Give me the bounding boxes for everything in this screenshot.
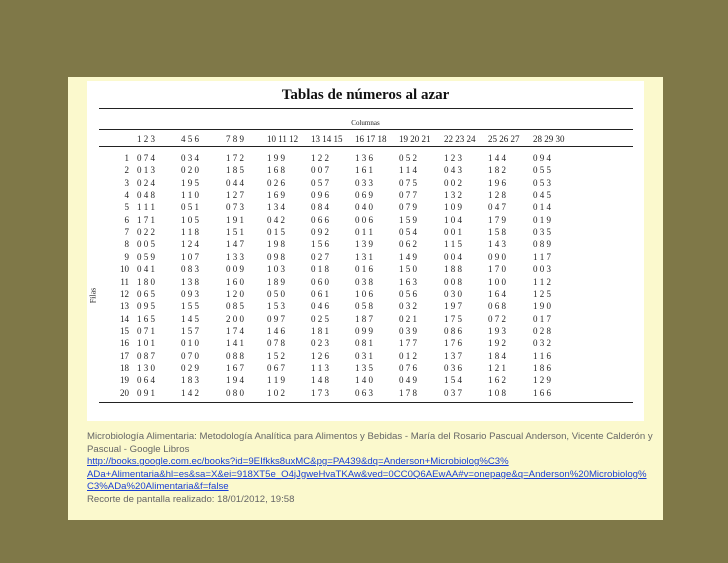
table-cell: 1 1 3	[311, 362, 329, 373]
table-cell: 0 9 6	[311, 190, 329, 201]
source-caption	[87, 431, 657, 506]
table-cell: 1 1 6	[533, 350, 551, 361]
source-link-line-1[interactable]: http://books.google.com.ec/books?id=9EIfkks8uxMC&pg=PA439&dq=Anderson+Microbiolog%C3%	[87, 456, 509, 467]
row-number: 3	[124, 177, 129, 188]
table-cell: 0 2 0	[181, 165, 199, 176]
column-header: 22 23 24	[444, 134, 476, 144]
table-cell: 0 7 9	[399, 202, 417, 213]
caption-book-title: Microbiología Alimentaria: Metodología Analítica para Alimentos y Bebidas - María del Rosario Pascual Anderson, Vicente Calderón y	[87, 431, 653, 442]
row-number: 5	[124, 202, 129, 213]
table-cell: 1 9 7	[444, 301, 462, 312]
header-rule	[99, 146, 633, 147]
row-number: 4	[124, 190, 129, 201]
table-cell: 0 9 3	[181, 288, 199, 299]
row-number: 8	[124, 239, 129, 250]
table-cell: 0 5 0	[267, 288, 285, 299]
table-cell: 0 2 9	[181, 362, 199, 373]
table-cell: 0 3 2	[399, 301, 417, 312]
table-cell: 1 2 4	[181, 239, 199, 250]
row-number: 13	[120, 301, 129, 312]
table-cell: 0 3 4	[181, 153, 199, 163]
table-cell: 0 5 9	[137, 251, 155, 262]
table-cell: 0 3 2	[533, 338, 551, 349]
table-cell: 1 8 3	[181, 375, 199, 386]
table-cell: 0 4 0	[355, 202, 373, 213]
table-cell: 0 5 5	[533, 165, 551, 176]
table-cell: 0 3 6	[444, 362, 462, 373]
table-cell: 0 6 6	[311, 214, 329, 225]
table-cell: 0 2 4	[137, 177, 155, 188]
columns-rule	[99, 129, 633, 130]
table-cell: 2 0 0	[226, 313, 244, 324]
table-cell: 1 0 0	[488, 276, 506, 287]
table-cell: 1 6 7	[226, 362, 244, 373]
table-cell: 1 5 8	[488, 227, 506, 238]
table-cell: 1 7 7	[399, 338, 417, 349]
table-cell: 0 2 6	[267, 177, 285, 188]
table-cell: 1 4 0	[355, 375, 373, 386]
table-cell: 1 6 3	[399, 276, 417, 287]
table-cell: 1 2 2	[311, 153, 329, 163]
top-rule	[99, 108, 633, 109]
table-cell: 0 0 7	[311, 165, 329, 176]
table-cell: 0 3 8	[355, 276, 373, 287]
table-cell: 0 4 2	[267, 214, 285, 225]
table-cell: 1 6 8	[267, 165, 285, 176]
table-cell: 1 8 1	[311, 325, 329, 336]
table-cell: 0 6 8	[488, 301, 506, 312]
table-cell: 0 1 7	[533, 313, 551, 324]
column-header: 1 2 3	[137, 134, 155, 144]
table-cell: 1 6 6	[533, 387, 551, 398]
table-cell: 0 9 9	[355, 325, 373, 336]
table-cell: 1 1 7	[533, 251, 551, 262]
row-number: 16	[120, 338, 129, 349]
table-cell: 1 3 5	[355, 362, 373, 373]
table-cell: 1 4 2	[181, 387, 199, 398]
table-cell: 1 3 7	[444, 350, 462, 361]
table-cell: 0 5 6	[399, 288, 417, 299]
column-header: 25 26 27	[488, 134, 520, 144]
table-cell: 0 1 8	[311, 264, 329, 275]
table-cell: 0 8 0	[226, 387, 244, 398]
table-cell: 1 2 1	[488, 362, 506, 373]
table-cell: 1 3 0	[137, 362, 155, 373]
table-cell: 1 8 5	[226, 165, 244, 176]
table-cell: 0 6 1	[311, 288, 329, 299]
bottom-rule	[99, 402, 633, 403]
table-cell: 1 5 6	[311, 239, 329, 250]
table-cell: 1 8 6	[533, 362, 551, 373]
table-cell: 1 7 0	[488, 264, 506, 275]
table-cell: 1 5 0	[399, 264, 417, 275]
column-header: 4 5 6	[181, 134, 199, 144]
table-cell: 0 8 3	[181, 264, 199, 275]
row-number: 2	[124, 165, 129, 176]
table-cell: 1 9 1	[226, 214, 244, 225]
table-cell: 1 9 5	[181, 177, 199, 188]
table-cell: 0 8 6	[444, 325, 462, 336]
table-cell: 0 0 6	[355, 214, 373, 225]
table-cell: 0 0 4	[444, 251, 462, 262]
table-cell: 1 1 0	[181, 190, 199, 201]
table-cell: 1 3 4	[267, 202, 285, 213]
table-cell: 0 5 1	[181, 202, 199, 213]
table-cell: 0 3 9	[399, 325, 417, 336]
table-cell: 0 8 8	[226, 350, 244, 361]
table-cell: 0 1 9	[533, 214, 551, 225]
table-cell: 0 2 5	[311, 313, 329, 324]
row-number: 1	[124, 153, 129, 163]
table-cell: 0 5 3	[533, 177, 551, 188]
table-cell: 1 8 9	[267, 276, 285, 287]
column-header: 7 8 9	[226, 134, 244, 144]
table-cell: 1 4 3	[488, 239, 506, 250]
table-cell: 1 0 7	[181, 251, 199, 262]
table-cell: 0 7 5	[399, 177, 417, 188]
column-header: 28 29 30	[533, 134, 565, 144]
table-cell: 0 9 0	[488, 251, 506, 262]
table-cell: 0 3 3	[355, 177, 373, 188]
rows-label: Filas	[88, 287, 98, 304]
table-cell: 1 9 9	[267, 153, 285, 163]
table-cell: 0 1 1	[355, 227, 373, 238]
source-link-line-3[interactable]: C3%ADa%20Alimentaria&f=false	[87, 481, 229, 492]
row-number: 19	[120, 375, 129, 386]
table-cell: 0 9 1	[137, 387, 155, 398]
table-cell: 0 4 6	[311, 301, 329, 312]
table-cell: 0 3 7	[444, 387, 462, 398]
table-cell: 0 8 7	[137, 350, 155, 361]
table-cell: 1 4 8	[311, 375, 329, 386]
table-cell: 1 5 3	[267, 301, 285, 312]
table-cell: 0 4 4	[226, 177, 244, 188]
table-cell: 1 9 3	[488, 325, 506, 336]
column-header: 10 11 12	[267, 134, 299, 144]
table-cell: 1 1 9	[267, 375, 285, 386]
table-cell: 0 9 2	[311, 227, 329, 238]
row-number: 12	[120, 288, 129, 299]
table-cell: 0 2 2	[137, 227, 155, 238]
table-cell: 0 4 1	[137, 264, 155, 275]
table-cell: 1 3 9	[355, 239, 373, 250]
row-number: 15	[120, 325, 129, 336]
table-cell: 0 9 8	[267, 251, 285, 262]
table-cell: 0 6 7	[267, 362, 285, 373]
table-cell: 1 3 2	[444, 190, 462, 201]
table-cell: 0 7 8	[267, 338, 285, 349]
table-cell: 1 2 6	[311, 350, 329, 361]
table-cell: 1 1 4	[399, 165, 417, 176]
table-cell: 1 6 5	[137, 313, 155, 324]
table-cell: 1 4 4	[488, 153, 506, 163]
table-cell: 1 7 4	[226, 325, 244, 336]
table-cell: 1 7 5	[444, 313, 462, 324]
table-cell: 0 4 5	[533, 190, 551, 201]
table-cell: 1 7 1	[137, 214, 155, 225]
table-cell: 0 3 1	[355, 350, 373, 361]
row-number: 17	[120, 350, 129, 361]
row-number: 9	[124, 251, 129, 262]
table-cell: 1 7 2	[226, 153, 244, 163]
table-cell: 1 1 5	[444, 239, 462, 250]
table-cell: 0 7 3	[226, 202, 244, 213]
table-cell: 1 0 6	[355, 288, 373, 299]
table-cell: 0 7 1	[137, 325, 155, 336]
table-cell: 0 7 2	[488, 313, 506, 324]
table-cell: 1 0 3	[267, 264, 285, 275]
table-cell: 1 9 6	[488, 177, 506, 188]
table-cell: 0 5 2	[399, 153, 417, 163]
table-cell: 1 5 4	[444, 375, 462, 386]
table-cell: 0 8 1	[355, 338, 373, 349]
table-cell: 0 2 3	[311, 338, 329, 349]
table-cell: 0 4 9	[399, 375, 417, 386]
table-cell: 0 5 4	[399, 227, 417, 238]
column-header: 13 14 15	[311, 134, 343, 144]
table-cell: 1 7 6	[444, 338, 462, 349]
table-cell: 1 5 1	[226, 227, 244, 238]
table-cell: 1 1 2	[533, 276, 551, 287]
table-cell: 0 6 2	[399, 239, 417, 250]
table-cell: 1 2 7	[226, 190, 244, 201]
table-cell: 0 7 0	[181, 350, 199, 361]
table-cell: 1 0 5	[181, 214, 199, 225]
table-cell: 1 3 1	[355, 251, 373, 262]
table-cell: 1 3 6	[355, 153, 373, 163]
table-cell: 1 6 2	[488, 375, 506, 386]
row-number: 6	[124, 214, 129, 225]
table-cell: 0 1 5	[267, 227, 285, 238]
table-cell: 1 3 3	[226, 251, 244, 262]
table-cell: 1 8 0	[137, 276, 155, 287]
table-cell: 1 1 8	[181, 227, 199, 238]
table-cell: 1 5 7	[181, 325, 199, 336]
table-cell: 0 5 8	[355, 301, 373, 312]
table-cell: 0 1 3	[137, 165, 155, 176]
table-cell: 1 7 8	[399, 387, 417, 398]
table-cell: 0 6 5	[137, 288, 155, 299]
table-cell: 1 4 9	[399, 251, 417, 262]
table-cell: 0 8 4	[311, 202, 329, 213]
table-cell: 0 2 7	[311, 251, 329, 262]
row-number: 18	[120, 362, 129, 373]
table-cell: 0 2 1	[399, 313, 417, 324]
table-cell: 1 2 0	[226, 288, 244, 299]
table-cell: 0 6 9	[355, 190, 373, 201]
table-cell: 1 3 8	[181, 276, 199, 287]
table-cell: 0 4 7	[488, 202, 506, 213]
table-cell: 0 6 4	[137, 375, 155, 386]
table-cell: 1 5 9	[399, 214, 417, 225]
table-cell: 0 0 5	[137, 239, 155, 250]
table-cell: 1 7 9	[488, 214, 506, 225]
row-number: 11	[120, 276, 129, 287]
table-cell: 0 6 0	[311, 276, 329, 287]
table-cell: 1 9 0	[533, 301, 551, 312]
column-header: 19 20 21	[399, 134, 431, 144]
table-cell: 0 8 5	[226, 301, 244, 312]
table-cell: 0 0 1	[444, 227, 462, 238]
table-cell: 0 3 5	[533, 227, 551, 238]
row-number: 10	[120, 264, 129, 275]
screenshot-note: Recorte de pantalla realizado: 18/01/2012, 19:58	[87, 493, 295, 505]
table-cell: 1 4 5	[181, 313, 199, 324]
table-cell: 1 9 4	[226, 375, 244, 386]
table-cell: 0 1 6	[355, 264, 373, 275]
table-cell: 1 5 2	[267, 350, 285, 361]
table-cell: 0 1 4	[533, 202, 551, 213]
table-cell: 0 7 4	[137, 153, 155, 163]
table-cell: 1 0 4	[444, 214, 462, 225]
table-cell: 0 5 7	[311, 177, 329, 188]
table-cell: 1 0 8	[488, 387, 506, 398]
table-cell: 0 0 9	[226, 264, 244, 275]
table-cell: 1 1 1	[137, 202, 155, 213]
table-cell: 0 9 4	[533, 153, 551, 163]
table-cell: 1 8 4	[488, 350, 506, 361]
table-cell: 1 0 2	[267, 387, 285, 398]
table-cell: 0 9 5	[137, 301, 155, 312]
table-cell: 0 0 3	[533, 264, 551, 275]
table-cell: 1 9 2	[488, 338, 506, 349]
table-cell: 1 6 9	[267, 190, 285, 201]
table-cell: 1 6 4	[488, 288, 506, 299]
table-cell: 1 6 1	[355, 165, 373, 176]
table-title: Tablas de números al azar	[281, 87, 450, 103]
row-number: 7	[124, 227, 129, 238]
table-cell: 1 2 3	[444, 153, 462, 163]
table-cell: 0 6 3	[355, 387, 373, 398]
column-header: 16 17 18	[355, 134, 387, 144]
table-cell: 1 4 7	[226, 239, 244, 250]
table-cell: 0 7 7	[399, 190, 417, 201]
table-cell: 1 7 3	[311, 387, 329, 398]
table-cell: 1 9 8	[267, 239, 285, 250]
table-cell: 1 8 2	[488, 165, 506, 176]
table-cell: 1 8 8	[444, 264, 462, 275]
table-cell: 1 0 9	[444, 202, 462, 213]
table-cell: 0 7 6	[399, 362, 417, 373]
table-cell: 0 0 2	[444, 177, 462, 188]
table-cell: 0 1 0	[181, 338, 199, 349]
table-cell: 1 5 5	[181, 301, 199, 312]
table-cell: 0 8 9	[533, 239, 551, 250]
table-cell: 1 4 1	[226, 338, 244, 349]
caption-book-title-cont: Pascual - Google Libros	[87, 443, 190, 455]
table-cell: 1 6 0	[226, 276, 244, 287]
table-cell: 0 1 2	[399, 350, 417, 361]
table-cell: 1 2 5	[533, 288, 551, 299]
random-number-table-scan	[87, 81, 644, 421]
table-cell: 0 9 7	[267, 313, 285, 324]
table-cell: 0 3 0	[444, 288, 462, 299]
table-cell: 1 8 7	[355, 313, 373, 324]
table-cell: 0 0 8	[444, 276, 462, 287]
slide-panel	[68, 77, 663, 520]
table-cell: 0 2 8	[533, 325, 551, 336]
table-cell: 1 2 9	[533, 375, 551, 386]
table-cell: 1 0 1	[137, 338, 155, 349]
source-link-line-2[interactable]: ADa+Alimentaria&hl=es&sa=X&ei=918XT5e_O4jJgweHvaTKAw&ved=0CC0Q6AEwAA#v=onepage&q=Anderson%20Microbiolog%	[87, 468, 647, 480]
row-number: 14	[120, 313, 129, 324]
columns-label: Columnas	[351, 119, 380, 127]
table-cell: 1 2 8	[488, 190, 506, 201]
table-cell: 0 4 8	[137, 190, 155, 201]
table-cell: 1 4 6	[267, 325, 285, 336]
row-number: 20	[120, 387, 129, 398]
table-cell: 0 4 3	[444, 165, 462, 176]
